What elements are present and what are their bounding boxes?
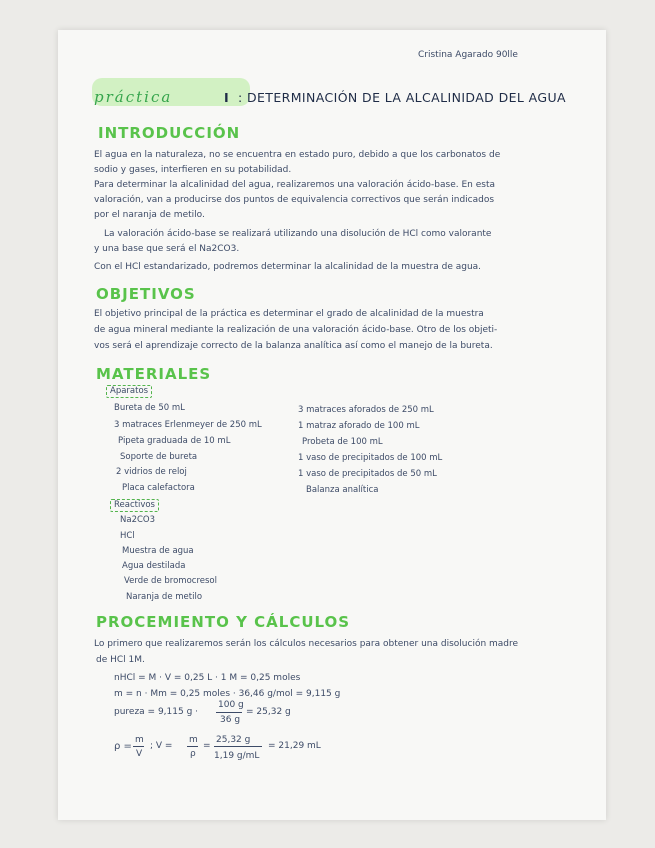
fraction-bar xyxy=(133,746,144,747)
aparatos-label: Aparatos xyxy=(106,385,152,398)
aparato-item: Placa calefactora xyxy=(122,483,195,493)
intro-line: El agua en la naturaleza, no se encuentra en estado puro, debido a que los carbonatos de xyxy=(94,150,501,160)
reactivo-item: Agua destilada xyxy=(122,561,186,571)
intro-line: sodio y gases, interfieren en su potabilidad. xyxy=(94,165,292,175)
heading-objetivos: OBJETIVOS xyxy=(96,285,196,303)
calc-v: V xyxy=(136,749,143,759)
heading-procedimiento: PROCEMIENTO Y CÁLCULOS xyxy=(96,613,351,631)
calc-moles: nHCl = M · V = 0,25 L · 1 M = 0,25 moles xyxy=(114,673,301,683)
title-number: I xyxy=(224,90,230,105)
objetivos-line: vos será el aprendizaje correcto de la balanza analítica así como el manejo de la bureta. xyxy=(94,341,493,351)
aparato-item: Bureta de 50 mL xyxy=(114,403,185,413)
calc-mass: m = n · Mm = 0,25 moles · 36,46 g/mol = 9,115 g xyxy=(114,689,341,699)
proc-line: de HCl 1M. xyxy=(96,655,145,665)
reactivo-item: Muestra de agua xyxy=(122,546,194,556)
intro-line: Con el HCl estandarizado, podremos determinar la alcalinidad de la muestra de agua. xyxy=(94,262,482,272)
fraction-bar xyxy=(216,712,242,713)
objetivos-line: de agua mineral mediante la realización de una valoración ácido-base. Otro de los objeti- xyxy=(94,325,498,335)
calc-rho2: ρ xyxy=(190,749,196,759)
calc-num: 25,32 g xyxy=(216,735,251,745)
intro-line: y una base que será el Na2CO3. xyxy=(94,244,240,254)
aparato-item: Soporte de bureta xyxy=(120,452,198,462)
author-name: Cristina Agarado 90lle xyxy=(418,50,518,60)
objetivos-line: El objetivo principal de la práctica es determinar el grado de alcalinidad de la muestra xyxy=(94,309,484,319)
aparato-item: Pipeta graduada de 10 mL xyxy=(118,436,231,446)
proc-line: Lo primero que realizaremos serán los cálculos necesarios para obtener una disolución madre xyxy=(94,639,519,649)
reactivos-label: Reactivos xyxy=(110,499,159,512)
reactivo-item: Verde de bromocresol xyxy=(124,576,217,586)
fraction-bar xyxy=(214,746,262,747)
intro-line: La valoración ácido-base se realizará utilizando una disolución de HCl como valorante xyxy=(104,229,492,239)
calc-rho: ρ = xyxy=(114,741,132,752)
heading-materiales: MATERIALES xyxy=(96,365,212,383)
aparato-item: 1 vaso de precipitados de 50 mL xyxy=(298,469,437,479)
aparato-item: 3 matraces Erlenmeyer de 250 mL xyxy=(114,420,262,430)
intro-line: Para determinar la alcalinidad del agua, realizaremos una valoración ácido-base. En esta xyxy=(94,180,495,190)
title-practica: práctica xyxy=(94,88,173,106)
reactivo-item: HCl xyxy=(120,531,135,541)
aparato-item: 3 matraces aforados de 250 mL xyxy=(298,405,434,415)
calc-volume-result: = 21,29 mL xyxy=(268,741,321,751)
calc-pureza-num: 100 g xyxy=(218,700,244,710)
title-row xyxy=(92,88,566,114)
aparato-item: Probeta de 100 mL xyxy=(302,437,383,447)
calc-pureza-left: pureza = 9,115 g · xyxy=(114,707,199,717)
calc-den: 1,19 g/mL xyxy=(214,751,260,761)
fraction-bar xyxy=(187,746,198,747)
title-main: : DETERMINACIÓN DE LA ALCALINIDAD DEL AGUA xyxy=(238,90,566,105)
aparato-item: 1 vaso de precipitados de 100 mL xyxy=(298,453,443,463)
calc-m2: m xyxy=(189,735,198,745)
reactivo-item: Na2CO3 xyxy=(120,515,156,525)
calc-m: m xyxy=(135,735,144,745)
intro-line: valoración, van a producirse dos puntos de equivalencia correctivos que serán indicados xyxy=(94,195,495,205)
calc-pureza-result: = 25,32 g xyxy=(246,707,291,717)
aparato-item: 1 matraz aforado de 100 mL xyxy=(298,421,420,431)
heading-introduccion: INTRODUCCIÓN xyxy=(98,124,241,142)
reactivo-item: Naranja de metilo xyxy=(126,592,203,602)
intro-line: por el naranja de metilo. xyxy=(94,210,205,220)
calc-eq: = xyxy=(203,741,211,751)
aparato-item: 2 vidrios de reloj xyxy=(116,467,187,477)
calc-mid: ; V = xyxy=(150,741,173,751)
aparato-item: Balanza analítica xyxy=(306,485,379,495)
calc-pureza-den: 36 g xyxy=(220,715,241,725)
